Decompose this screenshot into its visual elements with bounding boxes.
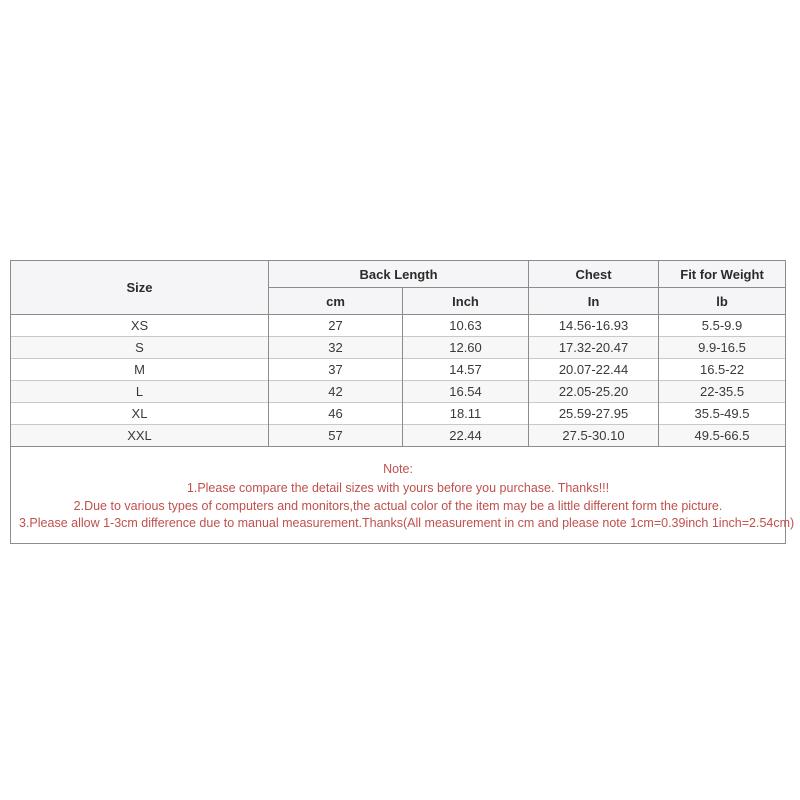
- chest-in-cell: 20.07-22.44: [529, 359, 659, 381]
- size-chart-table: [10, 260, 795, 544]
- unit-header-cm: cm: [269, 288, 403, 315]
- back-length-inch-cell: 16.54: [403, 381, 529, 403]
- note-section: [11, 447, 795, 544]
- back-length-cm-cell: 37: [269, 359, 403, 381]
- weight-lb-cell: 5.5-9.9: [659, 315, 786, 337]
- unit-header-inch: Inch: [403, 288, 529, 315]
- note-line-1: 1.Please compare the detail sizes with yours before you purchase. Thanks!!!: [186, 481, 610, 495]
- weight-lb-cell: 16.5-22: [659, 359, 786, 381]
- back-length-inch-cell: 18.11: [403, 403, 529, 425]
- table-row-xl: [11, 403, 786, 425]
- table-row-l: [11, 381, 786, 403]
- chest-in-cell: 17.32-20.47: [529, 337, 659, 359]
- note-title: Note:: [383, 462, 413, 476]
- table-row-s: [11, 337, 786, 359]
- unit-header-in: In: [529, 288, 659, 315]
- chest-in-cell: 27.5-30.10: [529, 425, 659, 447]
- size-cell: M: [11, 359, 269, 381]
- col-header-chest: Chest: [529, 261, 659, 288]
- back-length-cm-cell: 32: [269, 337, 403, 359]
- note-line-2: 2.Due to various types of computers and monitors,the actual color of the item may be a little different form the picture.: [73, 498, 723, 513]
- chest-in-cell: 25.59-27.95: [529, 403, 659, 425]
- chest-in-cell: 14.56-16.93: [529, 315, 659, 337]
- table-row-m: [11, 359, 786, 381]
- back-length-cm-cell: 27: [269, 315, 403, 337]
- weight-lb-cell: 35.5-49.5: [659, 403, 786, 425]
- note-row: [11, 447, 786, 544]
- header-row-main: [11, 261, 786, 288]
- chest-in-cell: 22.05-25.20: [529, 381, 659, 403]
- col-header-back-length: Back Length: [269, 261, 529, 288]
- col-header-size: Size: [11, 261, 269, 315]
- size-cell: XL: [11, 403, 269, 425]
- back-length-cm-cell: 46: [269, 403, 403, 425]
- table-header: [11, 261, 786, 315]
- size-cell: XS: [11, 315, 269, 337]
- weight-lb-cell: 49.5-66.5: [659, 425, 786, 447]
- back-length-cm-cell: 42: [269, 381, 403, 403]
- back-length-cm-cell: 57: [269, 425, 403, 447]
- table-row-xs: [11, 315, 786, 337]
- size-cell: S: [11, 337, 269, 359]
- back-length-inch-cell: 10.63: [403, 315, 529, 337]
- unit-header-lb: lb: [659, 288, 786, 315]
- size-cell: XXL: [11, 425, 269, 447]
- table-row-xxl: [11, 425, 786, 447]
- size-cell: L: [11, 381, 269, 403]
- col-header-fit-for-weight: Fit for Weight: [659, 261, 786, 288]
- weight-lb-cell: 22-35.5: [659, 381, 786, 403]
- table-body: [11, 315, 795, 544]
- back-length-inch-cell: 22.44: [403, 425, 529, 447]
- back-length-inch-cell: 12.60: [403, 337, 529, 359]
- note-line-3: 3.Please allow 1-3cm difference due to manual measurement.Thanks(All measurement in cm and please note 1cm=0.39inch 1inch=2.54cm): [19, 516, 795, 530]
- back-length-inch-cell: 14.57: [403, 359, 529, 381]
- weight-lb-cell: 9.9-16.5: [659, 337, 786, 359]
